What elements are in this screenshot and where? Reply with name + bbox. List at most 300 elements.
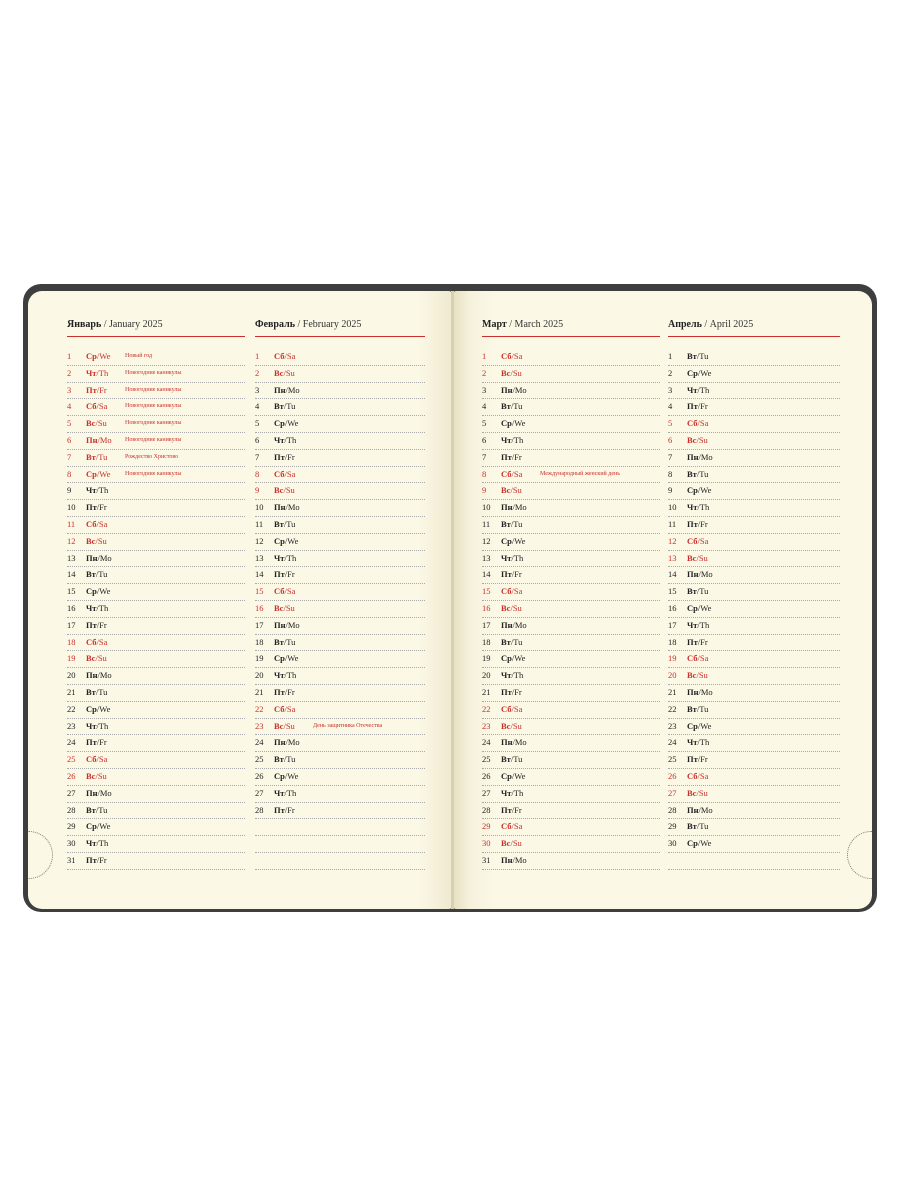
weekday-en: /Mo (97, 552, 112, 563)
weekday-en: /Th (96, 602, 109, 613)
day-number: 9 (255, 485, 260, 496)
weekday-ru: Пт (86, 854, 97, 865)
weekday-ru: Чт (86, 485, 97, 496)
weekday-en: /Mo (512, 737, 527, 748)
weekday-en: /Tu (696, 586, 709, 597)
day-number: 26 (668, 770, 677, 781)
day-number: 23 (255, 720, 264, 731)
day-number: 30 (668, 838, 677, 849)
day-number: 3 (67, 384, 72, 395)
weekday (501, 735, 527, 749)
weekday (501, 483, 522, 497)
weekday-ru: Ср (687, 485, 698, 496)
day-row (255, 769, 425, 786)
day-number: 18 (482, 636, 491, 647)
day-number: 19 (255, 653, 264, 664)
weekday-en: /Fr (697, 401, 708, 412)
weekday (687, 803, 713, 817)
day-row (67, 601, 245, 618)
weekday (86, 450, 107, 464)
holiday-note: День защитника Отечества (313, 722, 383, 729)
weekday-en: /Sa (697, 535, 709, 546)
weekday-en: /Th (697, 619, 710, 630)
weekday-ru: Вт (274, 518, 284, 529)
weekday (86, 551, 112, 565)
day-number: 17 (67, 619, 76, 630)
weekday (86, 383, 107, 397)
weekday (86, 601, 108, 615)
day-number: 12 (67, 535, 76, 546)
day-number: 25 (668, 754, 677, 765)
weekday-ru: Пт (86, 502, 97, 513)
weekday-en: /Su (696, 552, 708, 563)
day-row (482, 500, 660, 517)
weekday-ru: Пт (86, 619, 97, 630)
day-row (668, 719, 840, 736)
weekday-en: /Sa (511, 586, 523, 597)
day-number: 17 (482, 619, 491, 630)
day-row (67, 702, 245, 719)
weekday-ru: Ср (687, 838, 698, 849)
weekday-en: /Sa (96, 754, 108, 765)
day-row (67, 383, 245, 400)
weekday-ru: Вт (274, 401, 284, 412)
day-row (67, 433, 245, 450)
weekday-ru: Сб (86, 754, 97, 765)
day-row (255, 786, 425, 803)
weekday-ru: Вс (274, 602, 284, 613)
weekday (274, 366, 295, 380)
weekday-en: /We (96, 468, 111, 479)
weekday (86, 349, 110, 363)
weekday-en: /Th (697, 384, 710, 395)
day-row (67, 618, 245, 635)
weekday (274, 702, 295, 716)
weekday (687, 668, 708, 682)
weekday-ru: Вт (86, 686, 96, 697)
day-list (255, 349, 425, 870)
day-row (668, 534, 840, 551)
day-number: 11 (482, 518, 491, 529)
weekday-en: /Fr (511, 569, 522, 580)
weekday-en: /Su (283, 720, 295, 731)
weekday (274, 786, 296, 800)
weekday-en: /Su (696, 670, 708, 681)
day-number: 3 (255, 384, 260, 395)
weekday-ru: Вт (501, 754, 511, 765)
holiday-note: Новогодние каникулы (125, 369, 182, 376)
weekday-ru: Сб (687, 535, 698, 546)
day-number: 24 (67, 737, 76, 748)
weekday (687, 551, 708, 565)
weekday-ru: Ср (274, 535, 285, 546)
weekday-en: /Su (283, 602, 295, 613)
weekday-ru: Вт (687, 586, 697, 597)
day-row (255, 668, 425, 685)
day-row (668, 366, 840, 383)
day-number: 25 (67, 754, 76, 765)
day-row (482, 399, 660, 416)
weekday (86, 719, 108, 733)
weekday (501, 769, 525, 783)
weekday (687, 618, 709, 632)
weekday (274, 584, 295, 598)
weekday-en: /Tu (696, 821, 709, 832)
weekday-en: /Tu (283, 401, 296, 412)
weekday (274, 500, 300, 514)
day-row (67, 651, 245, 668)
day-number: 3 (482, 384, 487, 395)
month-january (67, 319, 245, 870)
day-row (67, 836, 245, 853)
weekday-en: /Th (511, 434, 524, 445)
weekday-ru: Пт (86, 384, 97, 395)
weekday (86, 534, 107, 548)
weekday-en: /Su (95, 418, 107, 429)
day-row (255, 534, 425, 551)
weekday-en: /Mo (512, 619, 527, 630)
month-name-ru: Февраль (255, 319, 295, 330)
weekday (501, 853, 527, 867)
day-row (482, 635, 660, 652)
day-row (482, 450, 660, 467)
day-row (668, 702, 840, 719)
day-row (67, 450, 245, 467)
page-corner-right (847, 831, 872, 879)
day-row (668, 349, 840, 366)
weekday (687, 534, 708, 548)
weekday (86, 651, 107, 665)
weekday (86, 853, 107, 867)
month-header (482, 319, 660, 337)
day-number: 7 (482, 451, 487, 462)
weekday-ru: Вс (687, 552, 697, 563)
day-number: 8 (67, 468, 72, 479)
day-row (482, 651, 660, 668)
day-row (67, 517, 245, 534)
weekday-en: /We (697, 367, 712, 378)
weekday-ru: Пн (86, 670, 98, 681)
day-number: 26 (482, 770, 491, 781)
holiday-note: Новогодние каникулы (125, 420, 182, 427)
weekday (274, 735, 300, 749)
weekday (687, 433, 708, 447)
weekday-ru: Вс (86, 770, 96, 781)
weekday (274, 719, 295, 733)
day-number: 23 (482, 720, 491, 731)
weekday-en: /Th (284, 434, 297, 445)
weekday-ru: Вт (687, 821, 697, 832)
weekday (274, 651, 298, 665)
weekday-en: /Fr (284, 569, 295, 580)
day-number: 5 (255, 418, 260, 429)
weekday-en: /Sa (284, 468, 296, 479)
day-row (255, 500, 425, 517)
day-number: 30 (67, 838, 76, 849)
weekday-en: /Mo (97, 670, 112, 681)
weekday (501, 819, 522, 833)
weekday (687, 752, 708, 766)
weekday-en: /We (511, 418, 526, 429)
day-row (67, 467, 245, 484)
weekday-ru: Чт (86, 838, 97, 849)
day-row (482, 483, 660, 500)
weekday-ru: Сб (501, 468, 512, 479)
weekday-ru: Сб (274, 351, 285, 361)
day-number: 29 (67, 821, 76, 832)
day-row (255, 366, 425, 383)
day-row (668, 685, 840, 702)
weekday-en: /Th (511, 670, 524, 681)
month-march (482, 319, 660, 870)
weekday-ru: Пн (274, 737, 286, 748)
weekday-en: /Tu (696, 468, 709, 479)
weekday-ru: Чт (687, 737, 698, 748)
weekday (274, 517, 295, 531)
day-number: 1 (67, 351, 72, 361)
weekday (501, 836, 522, 850)
weekday-en: /Th (96, 720, 109, 731)
weekday-en: /Th (697, 737, 710, 748)
day-row (482, 366, 660, 383)
weekday-ru: Пн (86, 787, 98, 798)
weekday-en: /Mo (285, 619, 300, 630)
day-row (482, 584, 660, 601)
weekday-ru: Вт (501, 518, 511, 529)
day-row (67, 853, 245, 870)
day-number: 11 (255, 518, 264, 529)
day-number: 17 (255, 619, 264, 630)
weekday (274, 803, 295, 817)
day-row (482, 786, 660, 803)
weekday-ru: Вт (687, 703, 697, 714)
day-row (67, 735, 245, 752)
day-number: 18 (67, 636, 76, 647)
weekday-ru: Ср (687, 367, 698, 378)
weekday-ru: Вс (501, 838, 511, 849)
day-number: 28 (255, 804, 264, 815)
day-number: 27 (255, 787, 264, 798)
weekday-en: /We (284, 653, 299, 664)
day-row (668, 735, 840, 752)
day-number: 28 (67, 804, 76, 815)
day-number: 31 (67, 854, 76, 865)
weekday (501, 433, 523, 447)
weekday (687, 836, 711, 850)
weekday-en: /Sa (284, 586, 296, 597)
day-row (668, 769, 840, 786)
day-number: 3 (668, 384, 673, 395)
day-row (668, 601, 840, 618)
weekday-ru: Ср (86, 821, 97, 832)
weekday (687, 769, 708, 783)
day-number: 28 (668, 804, 677, 815)
weekday-en: /Tu (95, 804, 108, 815)
weekday-en: /Fr (96, 384, 107, 395)
day-number: 31 (482, 854, 491, 865)
day-list (67, 349, 245, 870)
weekday-en: /Mo (698, 686, 713, 697)
weekday (274, 534, 298, 548)
weekday-ru: Чт (501, 552, 512, 563)
day-number: 27 (67, 787, 76, 798)
day-row (668, 383, 840, 400)
day-row (668, 483, 840, 500)
weekday-ru: Сб (274, 703, 285, 714)
weekday (86, 399, 107, 413)
weekday-en: /Th (697, 502, 710, 513)
weekday-ru: Чт (501, 434, 512, 445)
day-number: 1 (482, 351, 487, 361)
weekday (86, 567, 107, 581)
day-number: 13 (482, 552, 491, 563)
weekday-en: /We (511, 653, 526, 664)
weekday-en: /Mo (698, 804, 713, 815)
weekday-ru: Сб (86, 518, 97, 529)
day-number: 23 (67, 720, 76, 731)
weekday-ru: Сб (501, 703, 512, 714)
day-row (668, 584, 840, 601)
weekday-en: /We (697, 602, 712, 613)
weekday (501, 685, 522, 699)
month-name-ru: Март (482, 319, 507, 330)
weekday-ru: Пн (274, 619, 286, 630)
day-row (482, 803, 660, 820)
weekday-en: /Fr (96, 854, 107, 865)
weekday-ru: Чт (274, 670, 285, 681)
day-row (482, 735, 660, 752)
day-number: 7 (67, 451, 72, 462)
day-row (482, 853, 660, 870)
weekday-ru: Сб (86, 636, 97, 647)
weekday (687, 349, 708, 363)
day-row (67, 483, 245, 500)
month-name-en: / February 2025 (294, 319, 362, 330)
weekday-en: /We (96, 351, 111, 361)
weekday-en: /Sa (96, 636, 108, 647)
weekday-ru: Ср (274, 770, 285, 781)
weekday (687, 735, 709, 749)
weekday-en: /We (284, 535, 299, 546)
weekday-ru: Пт (687, 401, 698, 412)
weekday-ru: Пт (687, 518, 698, 529)
day-number: 16 (668, 602, 677, 613)
weekday-en: /Th (96, 485, 109, 496)
day-number: 16 (67, 602, 76, 613)
day-number: 29 (482, 821, 491, 832)
weekday-en: /Fr (697, 754, 708, 765)
weekday (687, 517, 708, 531)
weekday-en: /Mo (698, 451, 713, 462)
weekday-en: /Fr (697, 518, 708, 529)
weekday-ru: Вс (501, 720, 511, 731)
weekday (687, 685, 713, 699)
weekday (501, 752, 522, 766)
weekday-en: /Tu (283, 636, 296, 647)
weekday-ru: Чт (86, 602, 97, 613)
weekday-en: /Su (510, 720, 522, 731)
weekday (687, 819, 708, 833)
day-row (482, 702, 660, 719)
weekday-ru: Пт (501, 569, 512, 580)
weekday-ru: Ср (86, 351, 97, 361)
day-number: 11 (67, 518, 76, 529)
weekday-en: /Sa (697, 770, 709, 781)
day-row (255, 803, 425, 820)
holiday-note: Новогодние каникулы (125, 436, 182, 443)
day-number: 20 (668, 670, 677, 681)
weekday-en: /Tu (510, 754, 523, 765)
weekday-en: /Tu (283, 754, 296, 765)
day-number: 7 (255, 451, 260, 462)
day-number: 30 (482, 838, 491, 849)
day-row (668, 500, 840, 517)
day-row (255, 383, 425, 400)
weekday-en: /Sa (96, 518, 108, 529)
weekday-ru: Ср (501, 653, 512, 664)
day-row (668, 819, 840, 836)
day-number: 14 (482, 569, 491, 580)
weekday-en: /Sa (284, 703, 296, 714)
weekday-ru: Сб (501, 351, 512, 361)
day-row (255, 752, 425, 769)
weekday-en: /Sa (511, 703, 523, 714)
weekday (501, 366, 522, 380)
weekday (274, 601, 295, 615)
day-row (482, 836, 660, 853)
weekday-ru: Сб (501, 821, 512, 832)
weekday (687, 601, 711, 615)
weekday (501, 349, 522, 363)
day-number: 21 (255, 686, 264, 697)
weekday (274, 483, 295, 497)
weekday-ru: Пн (501, 619, 513, 630)
weekday (274, 383, 300, 397)
weekday-ru: Ср (501, 770, 512, 781)
day-number: 25 (255, 754, 264, 765)
day-row (67, 635, 245, 652)
day-row (67, 584, 245, 601)
weekday (274, 567, 295, 581)
weekday-en: /Th (96, 367, 109, 378)
day-number: 5 (482, 418, 487, 429)
weekday (687, 719, 711, 733)
weekday (501, 668, 523, 682)
weekday-en: /Su (696, 434, 708, 445)
day-row (255, 551, 425, 568)
day-row (668, 433, 840, 450)
weekday-en: /We (96, 586, 111, 597)
day-list (482, 349, 660, 870)
weekday-ru: Пт (86, 737, 97, 748)
weekday-ru: Вт (274, 636, 284, 647)
holiday-note: Новогодние каникулы (125, 386, 182, 393)
day-number: 4 (255, 401, 260, 412)
day-row (255, 618, 425, 635)
weekday-ru: Пт (501, 451, 512, 462)
day-row (668, 618, 840, 635)
weekday-ru: Чт (274, 787, 285, 798)
day-row (482, 567, 660, 584)
weekday-en: /We (511, 535, 526, 546)
day-number: 17 (668, 619, 677, 630)
day-number: 15 (668, 586, 677, 597)
day-row (482, 383, 660, 400)
weekday-ru: Вс (274, 367, 284, 378)
empty-row (255, 819, 425, 836)
day-number: 10 (482, 502, 491, 513)
weekday-ru: Вт (274, 754, 284, 765)
